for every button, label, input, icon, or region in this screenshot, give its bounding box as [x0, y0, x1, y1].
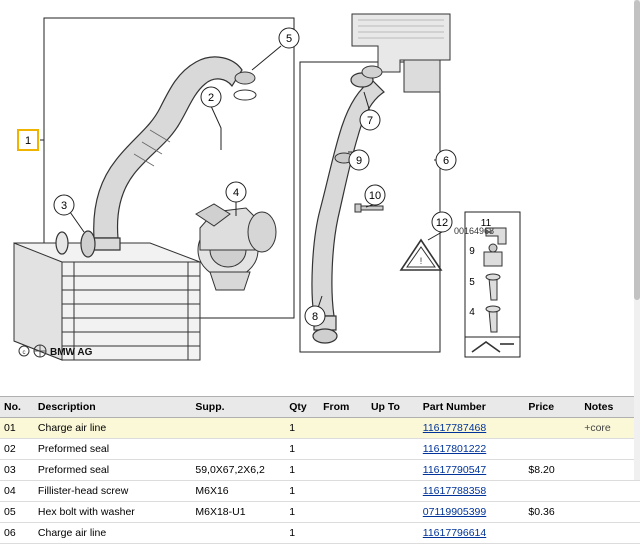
cell-up-to: [367, 460, 419, 481]
cell-supp: [191, 418, 285, 439]
cell-description: Preformed seal: [34, 439, 191, 460]
cell-part-number[interactable]: 11617788358: [419, 481, 525, 502]
svg-text:4: 4: [232, 187, 240, 199]
table-row[interactable]: [0, 460, 640, 481]
cell-description: Charge air line: [34, 523, 191, 544]
column-header-supp[interactable]: Supp.: [191, 397, 285, 418]
cell-part-number[interactable]: 11617801222: [419, 439, 525, 460]
table-row[interactable]: [0, 481, 640, 502]
cell-part-number[interactable]: 11617787468: [419, 418, 525, 439]
column-header-price[interactable]: Price: [524, 397, 580, 418]
cell-notes: [580, 502, 640, 523]
cell-up-to: [367, 418, 419, 439]
svg-text:4: 4: [469, 307, 475, 318]
svg-text:1: 1: [24, 135, 32, 147]
cell-no: 01: [0, 418, 34, 439]
cell-from: [319, 460, 367, 481]
svg-text:5: 5: [469, 277, 475, 288]
cell-price: $0.36: [524, 502, 580, 523]
scrollbar-thumb[interactable]: [634, 0, 640, 300]
svg-text:11: 11: [480, 218, 492, 229]
svg-text:!: !: [419, 256, 423, 266]
cell-description: Hex bolt with washer: [34, 502, 191, 523]
cell-description: Fillister-head screw: [34, 481, 191, 502]
diagram-watermark: 00164968: [454, 226, 495, 236]
cell-from: [319, 502, 367, 523]
cell-qty: 1: [285, 439, 319, 460]
cell-notes: [580, 439, 640, 460]
cell-no: 06: [0, 523, 34, 544]
cell-supp: M6X16: [191, 481, 285, 502]
cell-from: [319, 418, 367, 439]
cell-part-number[interactable]: 11617796614: [419, 523, 525, 544]
svg-text:8: 8: [311, 311, 319, 323]
cell-notes: +core: [580, 418, 640, 439]
cell-no: 02: [0, 439, 34, 460]
cell-no: 05: [0, 502, 34, 523]
table-row[interactable]: [0, 502, 640, 523]
page-scrollbar[interactable]: [634, 0, 640, 480]
svg-text:7: 7: [366, 115, 374, 127]
cell-notes: [580, 460, 640, 481]
cell-from: [319, 481, 367, 502]
table-header-row: [0, 397, 640, 418]
cell-from: [319, 439, 367, 460]
cell-up-to: [367, 523, 419, 544]
cell-price: $8.20: [524, 460, 580, 481]
svg-text:6: 6: [442, 155, 450, 167]
cell-no: 03: [0, 460, 34, 481]
svg-text:9: 9: [355, 155, 363, 167]
svg-text:5: 5: [285, 33, 293, 45]
svg-text:12: 12: [435, 217, 449, 229]
cell-description: Charge air line: [34, 418, 191, 439]
cell-qty: 1: [285, 502, 319, 523]
column-header-description[interactable]: Description: [34, 397, 191, 418]
column-header-from[interactable]: From: [319, 397, 367, 418]
svg-text:BMW AG: BMW AG: [50, 347, 93, 358]
cell-qty: 1: [285, 523, 319, 544]
cell-from: [319, 523, 367, 544]
cell-supp: 59,0X67,2X6,2: [191, 460, 285, 481]
cell-part-number[interactable]: 11617790547: [419, 460, 525, 481]
column-header-no[interactable]: No.: [0, 397, 34, 418]
cell-supp: [191, 523, 285, 544]
cell-qty: 1: [285, 418, 319, 439]
cell-notes: [580, 523, 640, 544]
cell-up-to: [367, 502, 419, 523]
cell-price: [524, 418, 580, 439]
cell-qty: 1: [285, 460, 319, 481]
cell-part-number[interactable]: 07119905399: [419, 502, 525, 523]
cell-price: [524, 523, 580, 544]
svg-text:9: 9: [469, 246, 475, 257]
column-header-part-number[interactable]: Part Number: [419, 397, 525, 418]
table-row[interactable]: [0, 418, 640, 439]
cell-up-to: [367, 481, 419, 502]
cell-supp: M6X18-U1: [191, 502, 285, 523]
cell-qty: 1: [285, 481, 319, 502]
svg-text:2: 2: [207, 92, 215, 104]
cell-notes: [580, 481, 640, 502]
cell-no: 04: [0, 481, 34, 502]
svg-text:3: 3: [60, 200, 68, 212]
svg-text:10: 10: [368, 190, 382, 202]
cell-description: Preformed seal: [34, 460, 191, 481]
column-header-up-to[interactable]: Up To: [367, 397, 419, 418]
cell-price: [524, 481, 580, 502]
cell-supp: [191, 439, 285, 460]
column-header-qty[interactable]: Qty: [285, 397, 319, 418]
cell-price: [524, 439, 580, 460]
svg-text:c: c: [22, 350, 26, 356]
cell-up-to: [367, 439, 419, 460]
table-row[interactable]: [0, 439, 640, 460]
table-row[interactable]: [0, 523, 640, 544]
column-header-notes[interactable]: Notes: [580, 397, 640, 418]
parts-table: [0, 396, 640, 544]
